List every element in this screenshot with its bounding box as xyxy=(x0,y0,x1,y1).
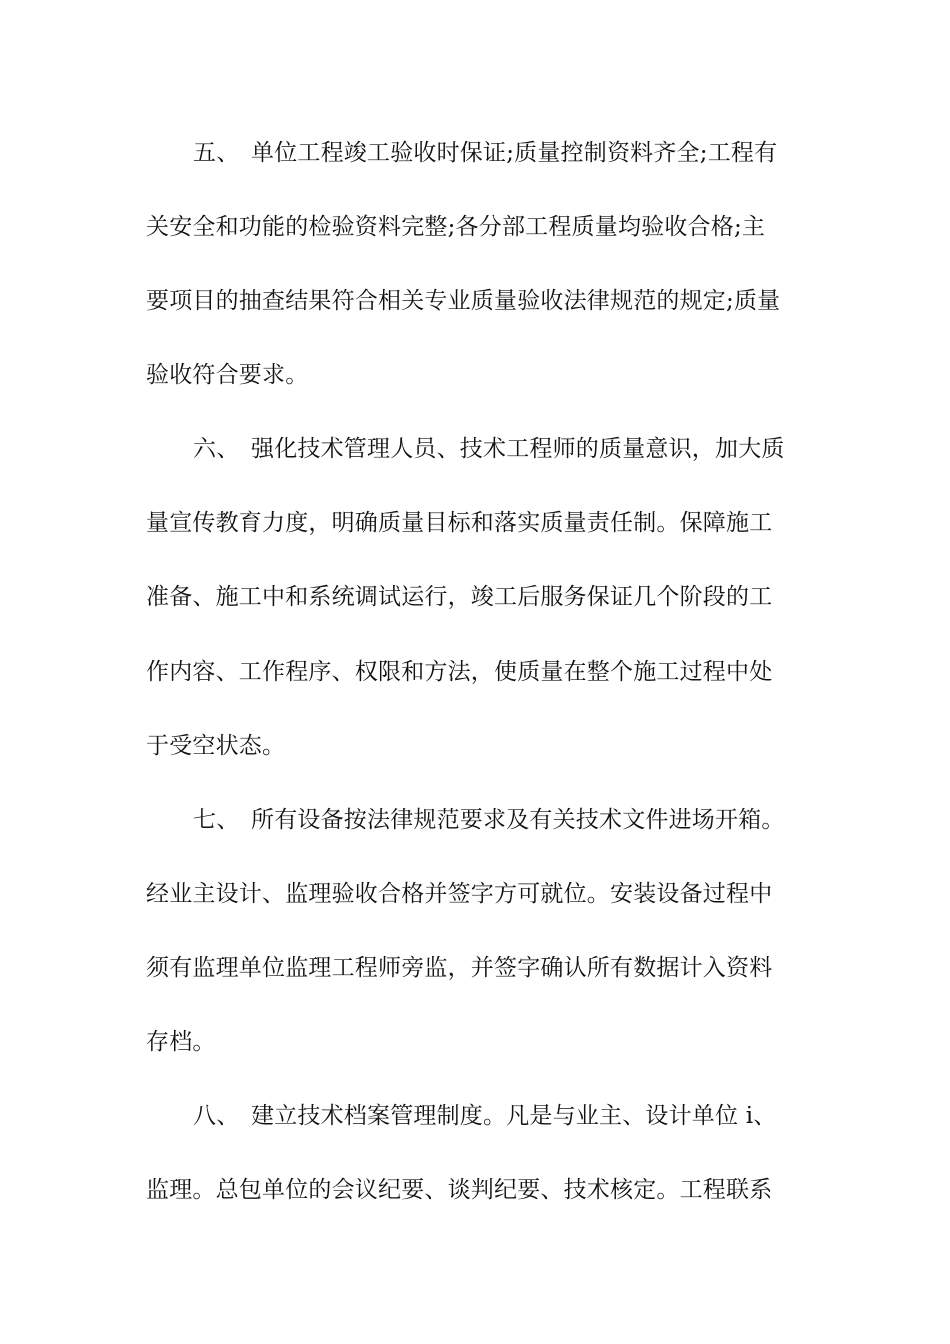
paragraph-line: 验收符合要求。 xyxy=(146,362,309,388)
paragraph-line: 于受空状态。 xyxy=(146,733,286,759)
section-number: 八、 xyxy=(193,1103,240,1129)
section-number: 六、 xyxy=(193,436,240,462)
paragraph-line xyxy=(193,137,855,169)
paragraph-line: 准备、施工中和系统调试运行，竣工后服务保证几个阶段的工 xyxy=(146,584,773,610)
section-number: 五、 xyxy=(193,140,240,166)
paragraph-line: 量宣传教育力度，明确质量目标和落实质量责任制。保障施工 xyxy=(146,510,773,536)
paragraph-line xyxy=(193,433,855,465)
paragraph-line: 要项目的抽查结果符合相关专业质量验收法律规范的规定;质量 xyxy=(146,288,781,314)
paragraph-line: 关安全和功能的检验资料完整;各分部工程质量均验收合格;主 xyxy=(146,214,766,240)
section-number: 七、 xyxy=(193,807,240,833)
paragraph-line: 存档。 xyxy=(146,1029,216,1055)
paragraph-line xyxy=(193,804,855,836)
line-text: 单位工程竣工验收时保证;质量控制资料齐全;工程有 xyxy=(251,140,778,166)
paragraph-line: 监理。总包单位的会议纪要、谈判纪要、技术核定。工程联系 xyxy=(146,1177,773,1203)
line-text: 强化技术管理人员、技术工程师的质量意识，加大质 xyxy=(251,436,785,462)
line-text: 建立技术档案管理制度。凡是与业主、设计单位 i、 xyxy=(251,1103,777,1129)
paragraph-line: 经业主设计、监理验收合格并签字方可就位。安装设备过程中 xyxy=(146,881,773,907)
paragraph-line: 须有监理单位监理工程师旁监，并签字确认所有数据计入资料 xyxy=(146,955,773,981)
line-text: 所有设备按法律规范要求及有关技术文件进场开箱。 xyxy=(251,807,785,833)
paragraph-line: 作内容、工作程序、权限和方法，使质量在整个施工过程中处 xyxy=(146,659,773,685)
paragraph-line xyxy=(193,1100,855,1132)
